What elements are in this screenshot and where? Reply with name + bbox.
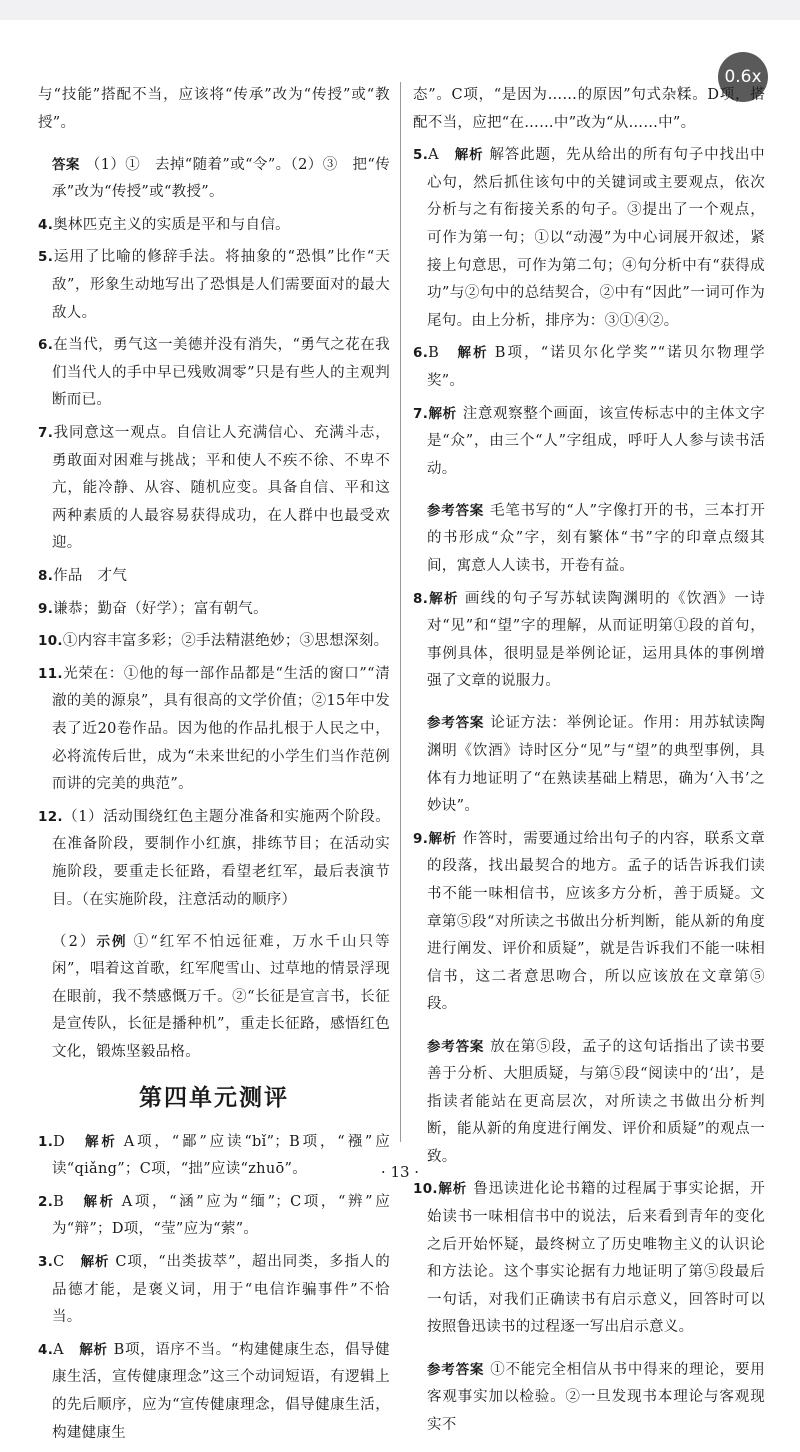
question-5: [38, 244, 390, 327]
text: 放在第⑤段，孟子的这句话指出了读书要善于分析、大胆质疑，与第⑤段“阅读中的‘出’，是指读者能站在更高层次，对所读之书做出分析判断，能从新的角度进行阐发、评价和质疑”的观点一致。: [427, 1038, 765, 1165]
text: 作答时，需要通过给出句子的内容，联系文章的段落，找出最契合的地方。孟子的话告诉我们读书不能一味相信书，应该多方分析，善于质疑。文章第⑤段“对所读之书做出分析判断，能从新的角度进行阐发、评价和质疑”，就是告诉我们不能一味相信书，这二者意思吻合，所以应该放在文章第⑤段。: [427, 830, 765, 1013]
test-question-5: [413, 142, 765, 335]
text: 作品 才气: [53, 568, 128, 584]
question-11: [38, 661, 390, 799]
test-question-6: [413, 340, 765, 395]
text: ①内容丰富多彩；②手法精湛绝妙；③思想深刻。: [62, 633, 389, 650]
text: A项，“鄙”应读“bǐ”；B项，“襁”应读“qiǎng”；C项，“拙”应读“zhuō”。: [52, 1133, 390, 1178]
question-number: 10.: [38, 633, 63, 650]
label-analysis: 解析: [79, 1341, 108, 1358]
question-number: 3.: [38, 1253, 54, 1270]
question-number: 8.: [38, 568, 54, 584]
choice-answer: C: [53, 1253, 65, 1270]
question-number: 5.: [413, 147, 429, 164]
text: （1）活动围绕红色主题分准备和实施两个阶段。在准备阶段，要制作小红旗，排练节目；在活动实施阶段，要重走长征路，看望老红军，最后表演节目。（在实施阶段，注意活动的顺序）: [52, 808, 390, 908]
choice-answer: B: [53, 1193, 65, 1210]
answer-paragraph: [413, 710, 765, 820]
text: 注意观察整个画面，该宣传标志中的主体文字是“众”，由三个“人”字组成，呼吁人人参与读书活动。: [427, 405, 765, 477]
question-number: 6.: [413, 345, 429, 362]
question-number: 2.: [38, 1193, 54, 1210]
test-question-10: [413, 1176, 765, 1342]
label-analysis: 解析: [454, 147, 484, 164]
question-number: 1.: [38, 1133, 54, 1150]
test-question-8: [413, 586, 765, 696]
text: 奥林匹克主义的实质是平和与自信。: [53, 216, 290, 233]
label-analysis: 解析: [437, 1181, 468, 1198]
question-number: 12.: [38, 808, 63, 825]
right-column: [413, 82, 765, 1444]
label-analysis: 解析: [428, 405, 457, 422]
question-12-part-2: [38, 929, 390, 1067]
answer-paragraph: [413, 498, 765, 581]
question-9: [38, 596, 390, 624]
text: 毛笔书写的“人”字像打开的书，三本打开的书形成“众”字，刻有繁体“书”字的印章点缀其间，寓意人人读书，开卷有益。: [427, 502, 765, 574]
question-12: [38, 804, 390, 914]
question-number: 9.: [38, 600, 54, 617]
text: 谦恭；勤奋（好学）；富有朝气。: [53, 600, 268, 617]
test-question-2: [38, 1189, 390, 1244]
label-analysis: 解析: [84, 1133, 118, 1150]
label-analysis: 解析: [80, 1253, 110, 1270]
text: B项，语序不当。“构建健康生态，倡导健康生活，宣传健康理念”这三个动词短语，有逻辑上的先后顺序，应为“宣传健康理念，倡导健康生活，构建健康生: [52, 1341, 390, 1441]
playback-speed-button[interactable]: 0.6x: [718, 52, 768, 102]
question-number: 5.: [38, 249, 54, 266]
text: 与“技能”搭配不当，应该将“传承”改为“传授”或“教授”。: [38, 87, 390, 131]
label-reference-answer: 参考答案: [427, 502, 484, 519]
text: 在当代，勇气这一美德并没有消失，“勇气之花在我们当代人的手中早已残败凋零”只是有些人的主观判断而已。: [52, 337, 390, 409]
text: 鲁迅读进化论书籍的过程属于事实论据，开始读书一味相信书中的说法，后来看到青年的变化之后开始怀疑，最终树立了历史唯物主义的认识论和方法论。这个事实论据有力地证明了第⑤段最后一句话，对我们正确读书有启示意义，回答时可以按照鲁迅读书的过程逐一写出启示意义。: [427, 1181, 765, 1336]
paragraph: [38, 82, 390, 137]
label-reference-answer: 参考答案: [427, 1038, 485, 1055]
text: C项，“出类拔萃”，超出同类，多指人的品德才能，是褒义词，用于“电信诈骗事件”不恰当。: [52, 1253, 390, 1326]
question-4: [38, 212, 390, 240]
text: 解答此题，先从给出的所有句子中找出中心句，然后抓住该句中的关键词或主要观点，依次分析与之有衔接关系的句子。③提出了一个观点，可作为第一句；①以“动漫”为中心词展开叙述，紧接上句意思，可作为第二句；④句分析中有“获得成功”与②句中的总结契合，②中有“因此”一词可作为尾句。由上分析，排序为：③①④②。: [427, 147, 765, 329]
text: ①“红军不怕远征难，万水千山只等闲”，唱着这首歌，红军爬雪山、过草地的情景浮现在眼前，我不禁感慨万千。②“长征是宣言书，长征是宣传队，长征是播种机”，重走长征路，感悟红色文化，锻炼坚毅品格。: [52, 933, 390, 1060]
column-divider: [400, 82, 401, 1142]
choice-answer: D: [53, 1133, 66, 1150]
label-example: 示例: [96, 933, 128, 950]
question-number: 11.: [38, 665, 63, 682]
answer-paragraph: [413, 1357, 765, 1440]
question-number: 4.: [38, 216, 54, 233]
question-6: [38, 332, 390, 415]
label-reference-answer: 参考答案: [427, 715, 485, 732]
label-analysis: 解析: [457, 345, 489, 362]
page-number: · 13 ·: [380, 1163, 420, 1181]
question-8: [38, 563, 390, 591]
paragraph: [413, 82, 765, 137]
text: 运用了比喻的修辞手法。将抽象的“恐惧”比作“天敌”，形象生动地写出了恐惧是人们需要面对的最大敌人。: [52, 249, 390, 321]
text: 我同意这一观点。自信让人充满信心、充满斗志，勇敢面对困难与挑战；平和使人不疾不徐、不卑不亢，能冷静、从容、随机应变。具备自信、平和这两种素质的人最容易获得成功，在人群中也最受欢迎。: [52, 425, 390, 552]
section-title: 第四单元测评: [139, 1083, 289, 1111]
text: B项，“诺贝尔化学奖”“诺贝尔物理学奖”。: [427, 345, 765, 389]
test-question-4: [38, 1337, 390, 1447]
answer-paragraph: [413, 1034, 765, 1172]
question-number: 4.: [38, 1341, 54, 1358]
test-question-9: [413, 826, 765, 1019]
choice-answer: B: [428, 345, 440, 362]
text: 光荣在：①他的每一部作品都是“生活的窗口”“清澈的美的源泉”，具有很高的文学价值；②15年中发表了近20卷作品。因为他的作品扎根于人民之中，必将流传后世，成为“未来世纪的小学生们当作范例而讲的完美的典范”。: [52, 665, 390, 793]
label-analysis: 解析: [83, 1193, 116, 1210]
text: 论证方法：举例论证。作用：用苏轼读陶渊明《饮酒》诗时区分“见”与“望”的典型事例，具体有力地证明了“在熟读基础上精思，确为‘入书’之妙诀”。: [427, 715, 765, 815]
label-analysis: 解析: [428, 590, 459, 607]
text: A项，“涵”应为“缅”；C项，“辨”应为“辩”；D项，“莹”应为“萦”。: [52, 1193, 390, 1238]
label-analysis: 解析: [428, 830, 457, 847]
test-question-3: [38, 1249, 390, 1332]
answer-paragraph: [38, 152, 390, 207]
question-number: 10.: [413, 1181, 438, 1198]
text: 画线的句子写苏轼读陶渊明的《饮酒》一诗对“见”和“望”字的理解，从而证明第①段的首句，事例具体，很明显是举例论证，运用具体的事例增强了文章的说服力。: [427, 590, 765, 690]
text: ①不能完全相信从书中得来的理论，要用客观事实加以检验。②一旦发现书本理论与客观现实不: [427, 1361, 765, 1433]
question-7: [38, 420, 390, 558]
text: 态”。C项，“是因为……的原因”句式杂糅。D项，搭配不当，应把“在……中”改为“从……中”。: [413, 87, 765, 131]
question-number: 7.: [38, 425, 54, 442]
top-bar: [0, 0, 800, 20]
question-number: 6.: [38, 337, 54, 354]
left-column: [38, 82, 390, 1452]
text: （1）① 去掉“随着”或“令”。（2）③ 把“传承”改为“传授”或“教授”。: [52, 156, 390, 201]
choice-answer: A: [53, 1341, 64, 1358]
test-question-7: [413, 401, 765, 484]
choice-answer: A: [428, 147, 439, 164]
label-reference-answer: 参考答案: [427, 1361, 485, 1378]
text: （2）: [52, 933, 97, 950]
question-number: 9.: [413, 830, 429, 847]
question-number: 7.: [413, 405, 429, 422]
label-answer: 答案: [52, 156, 80, 173]
question-number: 8.: [413, 590, 429, 607]
question-10: [38, 628, 390, 656]
